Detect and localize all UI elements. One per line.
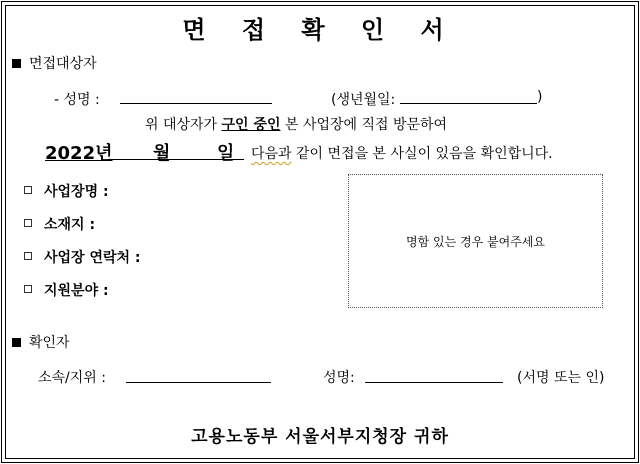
confirmer-name-label: 성명: xyxy=(323,370,355,386)
visit-sentence-emphasis: 구인 중인 xyxy=(221,117,281,133)
name-field[interactable] xyxy=(120,103,272,104)
confirm-sentence-part-b: 같이 면접을 본 사실이 있음을 확인합니다. xyxy=(291,146,553,162)
birthdate-label: (생년월일: xyxy=(331,92,396,108)
field-label: 사업장명 : xyxy=(44,184,109,200)
field-location xyxy=(24,214,95,234)
bullet-square-icon xyxy=(24,285,32,293)
bullet-square-icon xyxy=(24,186,32,194)
business-card-box[interactable] xyxy=(348,174,603,308)
field-applied-position xyxy=(24,280,109,300)
section-heading-confirmer xyxy=(12,332,70,352)
confirm-sentence-part-a: 다음과 xyxy=(251,146,292,162)
black-square-icon xyxy=(12,59,21,68)
signature-note: (서명 또는 인) xyxy=(517,370,605,386)
field-label: 지원분야 : xyxy=(44,283,109,299)
affiliation-label: 소속/지위 : xyxy=(38,370,106,386)
affiliation-field[interactable] xyxy=(126,382,271,383)
date-day[interactable]: 일 xyxy=(217,143,235,164)
visit-sentence xyxy=(145,114,447,134)
birthdate-field[interactable] xyxy=(400,103,537,104)
bullet-square-icon xyxy=(24,219,32,227)
business-card-instruction: 명함 있는 경우 붙여주세요 xyxy=(406,235,545,249)
visit-sentence-suffix: 본 사업장에 직접 방문하여 xyxy=(280,117,448,133)
visit-sentence-prefix: 위 대상자가 xyxy=(145,117,222,133)
section-heading-text: 면접대상자 xyxy=(29,56,97,72)
birthdate-close: ) xyxy=(537,89,543,105)
field-business-name xyxy=(24,181,109,201)
field-label: 소재지 : xyxy=(44,217,96,233)
field-label: 사업장 연락처 : xyxy=(44,250,141,266)
confirmer-name-field[interactable] xyxy=(365,382,503,383)
date-year: 2022년 xyxy=(45,143,113,164)
black-square-icon xyxy=(12,338,21,347)
field-business-contact xyxy=(24,247,141,267)
date-month[interactable]: 월 xyxy=(153,143,171,164)
section-heading-text: 확인자 xyxy=(29,335,70,351)
addressee-footer: 고용노동부 서울서부지청장 귀하 xyxy=(191,427,449,447)
section-heading-interviewee xyxy=(12,53,97,73)
name-label: - 성명 : xyxy=(54,92,100,108)
bullet-square-icon xyxy=(24,252,32,260)
document-title: 면 접 확 인 서 xyxy=(182,15,458,44)
confirm-sentence xyxy=(251,143,553,163)
